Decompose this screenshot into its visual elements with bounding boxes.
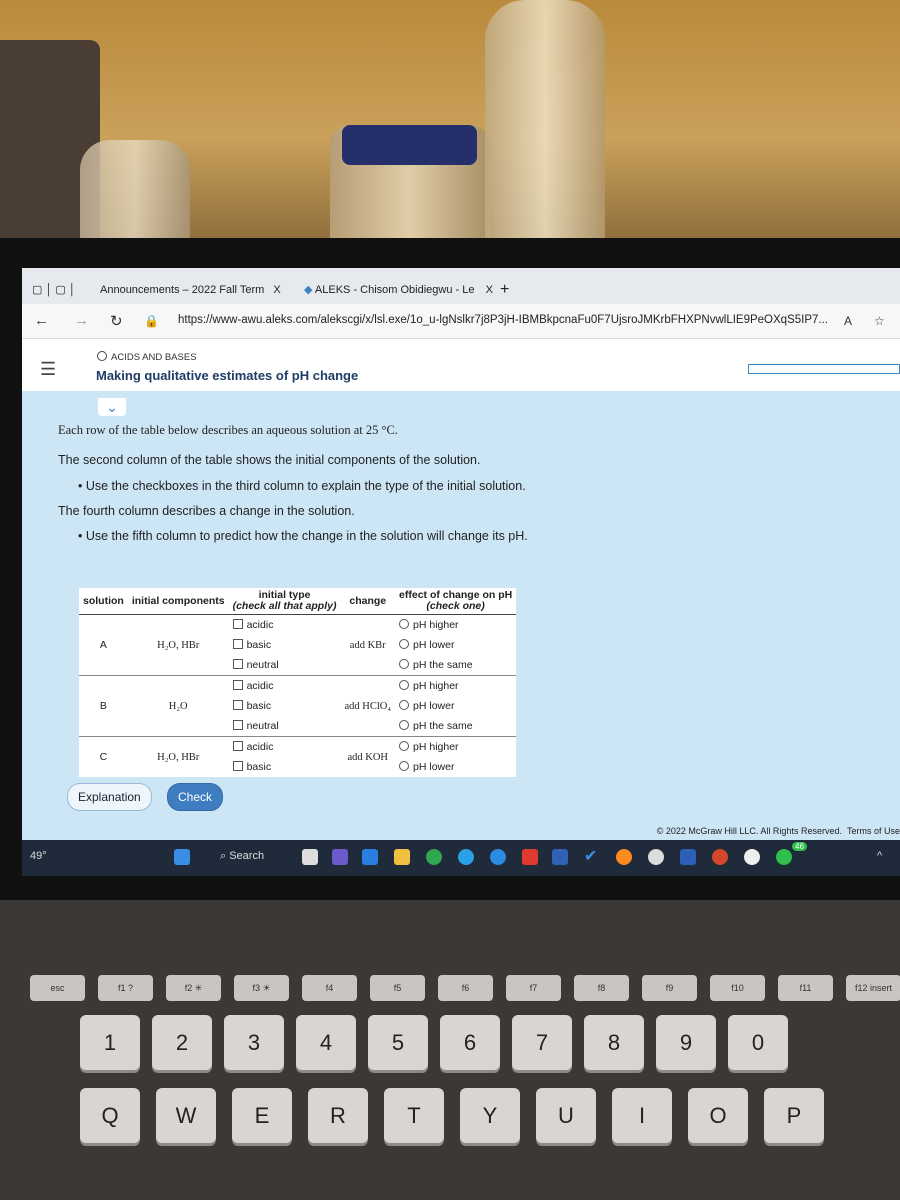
number-key[interactable]: 9	[656, 1015, 716, 1070]
components-cell: H₂O	[128, 676, 229, 737]
instruction-line: The second column of the table shows the initial components of the solution.	[58, 453, 481, 467]
letter-key[interactable]: Q	[80, 1088, 140, 1143]
letter-key[interactable]: Y	[460, 1088, 520, 1143]
radio-icon[interactable]	[399, 741, 409, 751]
checkbox-basic[interactable]: basic	[229, 757, 341, 777]
taskview-icon[interactable]	[302, 849, 318, 865]
header-solution: solution	[79, 588, 128, 615]
water-bottle	[80, 140, 190, 250]
number-key[interactable]: 5	[368, 1015, 428, 1070]
glass-bottle	[485, 0, 605, 250]
radio-ph-same[interactable]: pH the same	[395, 716, 516, 737]
letter-key[interactable]: O	[688, 1088, 748, 1143]
footer	[22, 824, 900, 840]
table-row	[79, 676, 516, 697]
check-icon[interactable]: ✔	[584, 848, 598, 865]
page-title: Making qualitative estimates of pH change	[96, 368, 359, 383]
close-icon[interactable]: X	[273, 284, 281, 296]
favorites-icon[interactable]: ☆	[874, 314, 885, 328]
url-field[interactable]: https://www-awu.aleks.com/alekscgi/x/lsl.exe/1o_u-lgNslkr7j8P3jH-IBMBkpcnaFu0F7UjsroJMKrbFHXPNvwlLIE9PeOXqS5IP7...	[178, 314, 828, 326]
radio-ph-lower[interactable]: pH lower	[395, 696, 516, 716]
checkbox-icon[interactable]	[233, 720, 243, 730]
number-key[interactable]: 6	[440, 1015, 500, 1070]
firefox-icon[interactable]	[616, 849, 632, 865]
taskbar	[22, 840, 900, 876]
instruction-line: Each row of the table below describes an aqueous solution at 25 °C.	[58, 423, 398, 437]
teams-icon[interactable]	[332, 849, 348, 865]
number-key[interactable]: 1	[80, 1015, 140, 1070]
sidebar-icon[interactable]: ▢ │ ▢ │	[32, 284, 76, 296]
checkbox-icon[interactable]	[233, 619, 243, 629]
browser-tab-bar	[22, 268, 900, 308]
lock-icon: 🔒	[144, 314, 159, 328]
app-icon[interactable]	[552, 849, 568, 865]
letter-key[interactable]: W	[156, 1088, 216, 1143]
radio-ph-higher[interactable]: pH higher	[395, 737, 516, 758]
jar-lid	[342, 125, 477, 165]
checkbox-basic[interactable]: basic	[229, 696, 341, 716]
checkbox-acidic[interactable]: acidic	[229, 737, 341, 758]
solutions-table	[79, 588, 516, 777]
solution-id: B	[79, 676, 128, 737]
refresh-icon[interactable]: ↻	[110, 313, 123, 330]
checkbox-icon[interactable]	[233, 761, 243, 771]
checkbox-acidic[interactable]: acidic	[229, 615, 341, 636]
function-key[interactable]: f1 ?	[98, 975, 153, 1001]
menu-icon[interactable]: ☰	[40, 359, 57, 379]
function-key[interactable]: esc	[30, 975, 85, 1001]
radio-icon[interactable]	[399, 639, 409, 649]
function-key[interactable]: f7	[506, 975, 561, 1001]
radio-icon[interactable]	[399, 700, 409, 710]
radio-icon[interactable]	[399, 659, 409, 669]
checkbox-icon[interactable]	[233, 741, 243, 751]
components-cell: H₂O, HBr	[128, 615, 229, 676]
new-tab-button[interactable]: +	[500, 281, 510, 298]
topic-section: ACIDS AND BASES	[97, 351, 197, 363]
chevron-down-icon[interactable]: ⌄	[98, 398, 126, 416]
radio-icon[interactable]	[399, 680, 409, 690]
header-change: change	[340, 588, 395, 615]
circle-icon	[97, 351, 107, 361]
app-w-icon[interactable]	[744, 849, 760, 865]
solution-id: C	[99, 751, 108, 763]
components-cell: H₂O, HBr	[157, 751, 200, 763]
checkbox-icon[interactable]	[233, 639, 243, 649]
number-key[interactable]: 8	[584, 1015, 644, 1070]
edge-icon[interactable]	[490, 849, 506, 865]
settings-icon[interactable]	[648, 849, 664, 865]
change-cell: add KBr	[340, 615, 395, 676]
function-key[interactable]: f12 insert	[846, 975, 900, 1001]
taskbar-search[interactable]: ⌕ Search	[220, 850, 265, 862]
tab-announcements[interactable]: Announcements – 2022 Fall Term X	[100, 284, 281, 296]
letter-key[interactable]: T	[384, 1088, 444, 1143]
checkbox-icon[interactable]	[233, 700, 243, 710]
radio-icon[interactable]	[399, 619, 409, 629]
word-icon[interactable]	[680, 849, 696, 865]
copyright: © 2022 McGraw Hill LLC. All Rights Reserved. Terms of Use	[656, 826, 900, 836]
checkbox-acidic[interactable]: acidic	[229, 676, 341, 697]
number-key[interactable]: 0	[728, 1015, 788, 1070]
tab-aleks[interactable]: ◆ ALEKS - Chisom Obidiegwu - Le X	[304, 284, 493, 296]
checkbox-icon[interactable]	[233, 680, 243, 690]
file-explorer-icon[interactable]	[394, 849, 410, 865]
letter-key[interactable]: I	[612, 1088, 672, 1143]
number-key[interactable]: 7	[512, 1015, 572, 1070]
laptop-screen	[22, 268, 900, 876]
table-row	[79, 737, 516, 758]
radio-ph-same[interactable]: pH the same	[395, 655, 516, 676]
radio-ph-higher[interactable]: pH higher	[395, 615, 516, 636]
letter-key[interactable]: E	[232, 1088, 292, 1143]
instruction-line: • Use the fifth column to predict how the change in the solution will change its pH.	[78, 529, 528, 543]
weather-widget[interactable]: 49°	[30, 850, 47, 862]
radio-ph-higher[interactable]: pH higher	[395, 676, 516, 697]
radio-icon[interactable]	[399, 720, 409, 730]
cortana-icon[interactable]	[458, 849, 474, 865]
number-key[interactable]: 2	[152, 1015, 212, 1070]
letter-key[interactable]: U	[536, 1088, 596, 1143]
forward-icon[interactable]: →	[74, 312, 89, 329]
radio-ph-lower[interactable]: pH lower	[395, 635, 516, 655]
back-icon[interactable]: ←	[34, 312, 49, 329]
header-type: initial type (check all that apply)	[229, 588, 341, 615]
function-key[interactable]: f9	[642, 975, 697, 1001]
function-key[interactable]: f8	[574, 975, 629, 1001]
header-components: initial components	[128, 588, 229, 615]
function-key[interactable]: f11	[778, 975, 833, 1001]
table-row	[79, 615, 516, 636]
read-aloud-icon[interactable]: A	[844, 314, 853, 328]
checkbox-icon[interactable]	[233, 659, 243, 669]
number-key[interactable]: 3	[224, 1015, 284, 1070]
close-icon[interactable]: X	[485, 284, 493, 296]
function-key[interactable]: f5	[370, 975, 425, 1001]
checkbox-basic[interactable]: basic	[229, 635, 341, 655]
function-key[interactable]: f3 ☀	[234, 975, 289, 1001]
explanation-button[interactable]: Explanation	[67, 783, 152, 811]
chrome-icon[interactable]	[426, 849, 442, 865]
instruction-line: • Use the checkboxes in the third column to explain the type of the initial solution.	[78, 479, 526, 493]
media-icon[interactable]	[522, 849, 538, 865]
progress-bar	[748, 364, 900, 374]
radio-ph-lower[interactable]: pH lower	[395, 757, 516, 777]
notification-badge: 46	[792, 842, 807, 851]
letter-key[interactable]: P	[764, 1088, 824, 1143]
header-effect: effect of change on pH (check one)	[395, 588, 516, 615]
radio-icon[interactable]	[399, 761, 409, 771]
whatsapp-icon[interactable]	[776, 849, 792, 865]
letter-key[interactable]: R	[308, 1088, 368, 1143]
aleks-header	[22, 339, 900, 391]
store-icon[interactable]	[362, 849, 378, 865]
change-cell: add HClO₄	[340, 676, 395, 737]
instruction-line: The fourth column describes a change in the solution.	[58, 504, 355, 518]
checkbox-neutral[interactable]: neutral	[229, 716, 341, 737]
terms-link[interactable]: Terms of Use	[846, 826, 900, 836]
address-bar	[22, 304, 900, 339]
check-button[interactable]: Check	[167, 783, 223, 811]
function-key[interactable]: f4	[302, 975, 357, 1001]
change-cell: add KOH	[347, 751, 389, 763]
number-key[interactable]: 4	[296, 1015, 356, 1070]
function-key[interactable]: f2 ✳	[166, 975, 221, 1001]
powerpoint-icon[interactable]	[712, 849, 728, 865]
windows-start-icon[interactable]	[174, 849, 190, 865]
checkbox-neutral[interactable]: neutral	[229, 655, 341, 676]
solution-id: A	[79, 615, 128, 676]
function-key[interactable]: f10	[710, 975, 765, 1001]
chevron-up-icon[interactable]: ^	[877, 850, 883, 862]
function-key[interactable]: f6	[438, 975, 493, 1001]
